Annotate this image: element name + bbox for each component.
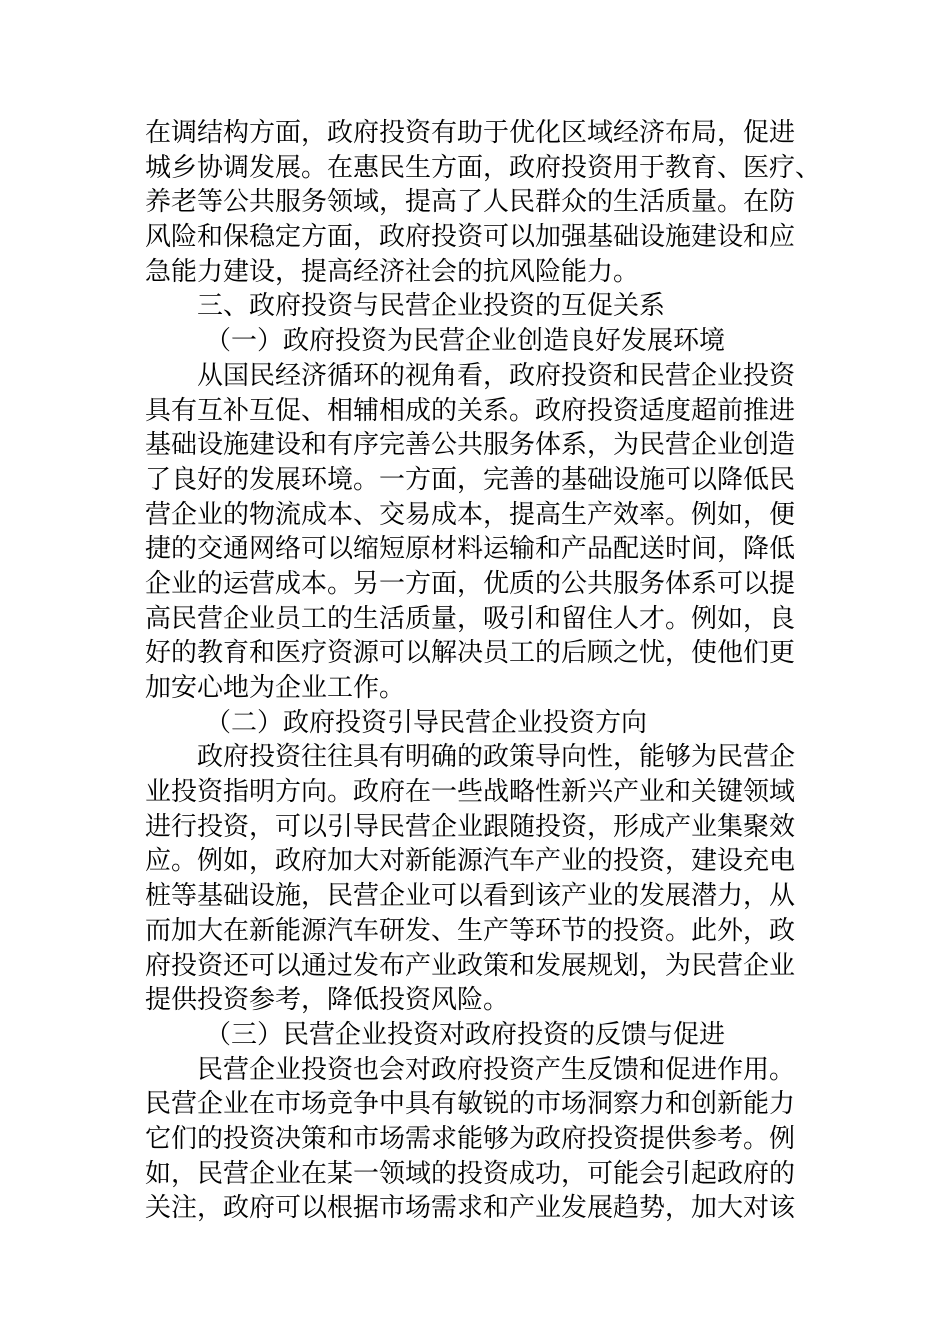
text-line: 政府投资往往具有明确的政策导向性，能够为民营企 — [197, 742, 796, 773]
text-line: 城乡协调发展。在惠民生方面，政府投资用于教育、医疗、 — [145, 152, 822, 183]
text-line: 企业的运营成本。另一方面，优质的公共服务体系可以提 — [145, 568, 796, 599]
document-body — [145, 116, 822, 1226]
text-line: 府投资还可以通过发布产业政策和发展规划，为民营企业 — [145, 950, 796, 981]
text-line: 捷的交通网络可以缩短原材料运输和产品配送时间，降低 — [145, 534, 796, 565]
text-line: 从国民经济循环的视角看，政府投资和民营企业投资 — [197, 360, 796, 391]
text-line: 在调结构方面，政府投资有助于优化区域经济布局，促进 — [145, 118, 796, 148]
subsection-heading: （三）民营企业投资对政府投资的反馈与促进 — [205, 1019, 726, 1050]
text-line: 而加大在新能源汽车研发、生产等环节的投资。此外，政 — [145, 915, 796, 946]
text-line: 业投资指明方向。政府在一些战略性新兴产业和关键领域 — [145, 777, 796, 808]
text-line: 风险和保稳定方面，政府投资可以加强基础设施建设和应 — [145, 222, 796, 253]
text-line: 了良好的发展环境。一方面，完善的基础设施可以降低民 — [145, 464, 796, 495]
text-line: 加安心地为企业工作。 — [145, 673, 406, 703]
text-line: 基础设施建设和有序完善公共服务体系，为民营企业创造 — [145, 430, 796, 461]
text-line: 高民营企业员工的生活质量，吸引和留住人才。例如，良 — [145, 603, 796, 634]
text-line: 进行投资，可以引导民营企业跟随投资，形成产业集聚效 — [145, 811, 796, 842]
text-line: 养老等公共服务领域，提高了人民群众的生活质量。在防 — [145, 187, 796, 218]
text-line: 好的教育和医疗资源可以解决员工的后顾之忧，使他们更 — [145, 638, 796, 669]
text-line: 关注，政府可以根据市场需求和产业发展趋势，加大对该 — [145, 1193, 796, 1224]
text-line: 应。例如，政府加大对新能源汽车产业的投资，建设充电 — [145, 846, 796, 877]
text-line: 急能力建设，提高经济社会的抗风险能力。 — [145, 256, 640, 287]
text-line: 如，民营企业在某一领域的投资成功，可能会引起政府的 — [145, 1158, 796, 1189]
text-line: 民营企业投资也会对政府投资产生反馈和促进作用。 — [197, 1054, 796, 1085]
text-line: 民营企业在市场竞争中具有敏锐的市场洞察力和创新能力 — [145, 1089, 796, 1120]
subsection-heading: （二）政府投资引导民营企业投资方向 — [205, 707, 648, 738]
subsection-heading: （一）政府投资为民营企业创造良好发展环境 — [205, 326, 726, 357]
text-line: 桩等基础设施，民营企业可以看到该产业的发展潜力，从 — [145, 881, 796, 912]
text-line: 营企业的物流成本、交易成本，提高生产效率。例如，便 — [145, 499, 796, 530]
text-line: 它们的投资决策和市场需求能够为政府投资提供参考。例 — [145, 1123, 796, 1154]
section-heading: 三、政府投资与民营企业投资的互促关系 — [197, 291, 666, 322]
text-line: 提供投资参考，降低投资风险。 — [145, 985, 510, 1016]
text-line: 具有互补互促、相辅相成的关系。政府投资适度超前推进 — [145, 395, 796, 426]
